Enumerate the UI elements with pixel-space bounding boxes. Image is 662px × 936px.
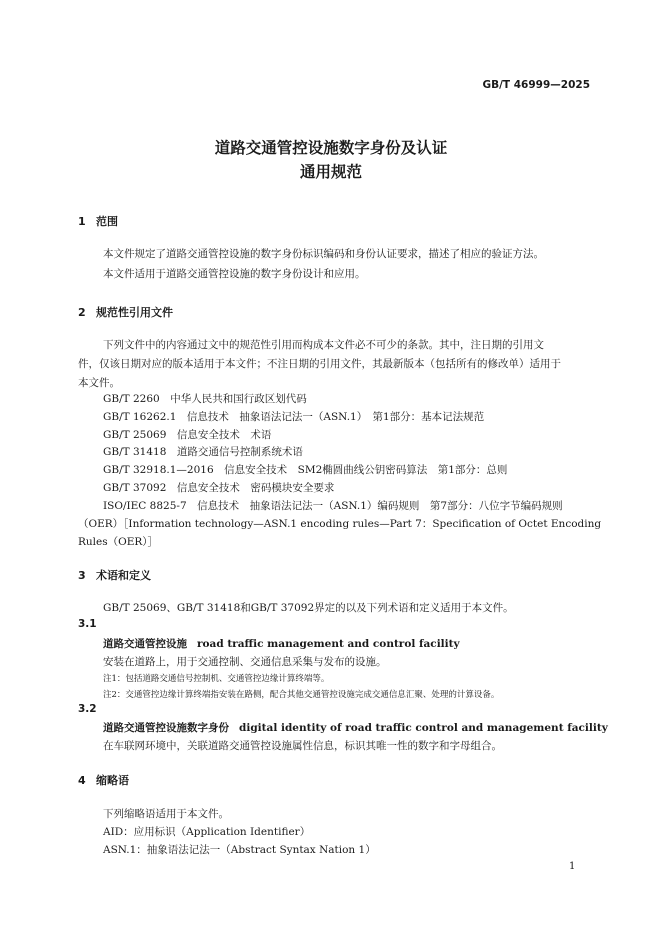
paragraph: 本文件规定了道路交通管控设施的数字身份标识编码和身份认证要求，描述了相应的验证方法。 <box>103 248 544 260</box>
section-2-heading <box>78 304 173 320</box>
abbreviation-item: AID：应用标识（Application Identifier） <box>103 826 311 838</box>
paragraph-line: 件，仅该日期对应的版本适用于本文件；不注日期的引用文件，其最新版本（包括所有的修改单）适用于 <box>78 358 561 370</box>
reference-item: GB/T 25069 信息安全技术 术语 <box>103 429 272 441</box>
reference-item: GB/T 37092 信息安全技术 密码模块安全要求 <box>103 482 335 494</box>
section-number: 3 <box>78 569 86 582</box>
paragraph: 本文件适用于道路交通管控设施的数字身份设计和应用。 <box>103 268 366 280</box>
reference-item: GB/T 16262.1 信息技术 抽象语法记法一（ASN.1） 第1部分：基本记法规范 <box>103 411 485 423</box>
paragraph-line: 下列文件中的内容通过文中的规范性引用而构成本文件必不可少的条款。其中，注日期的引用文 <box>103 339 544 351</box>
term-definition: 在车联网环境中，关联道路交通管控设施属性信息，标识其唯一性的数字和字母组合。 <box>103 740 502 752</box>
section-number: 4 <box>78 774 86 787</box>
section-title: 术语和定义 <box>96 569 151 582</box>
section-title: 规范性引用文件 <box>96 306 173 319</box>
reference-item: GB/T 2260 中华人民共和国行政区划代码 <box>103 393 307 405</box>
term-entry-number: 3.1 <box>78 618 97 630</box>
paragraph: GB/T 25069、GB/T 31418和GB/T 37092界定的以及下列术语和定义适用于本文件。 <box>103 602 514 614</box>
term-note: 注1：包括道路交通信号控制机、交通管控边缘计算终端等。 <box>103 674 330 684</box>
term-english: digital identity of road traffic control and management facility <box>239 722 608 734</box>
term-note: 注2：交通管控边缘计算终端指安装在路侧，配合其他交通管控设施完成交通信息汇聚、处理的计算设备。 <box>103 690 500 700</box>
section-number: 1 <box>78 215 86 228</box>
term-chinese: 道路交通管控设施 <box>103 638 187 650</box>
term <box>103 636 460 651</box>
page-number: 1 <box>569 861 576 872</box>
document-title-line1: 道路交通管控设施数字身份及认证 <box>214 139 448 157</box>
section-title: 范围 <box>96 215 118 228</box>
term-chinese: 道路交通管控设施数字身份 <box>103 722 229 734</box>
paragraph-line: 本文件。 <box>78 377 120 389</box>
section-1-heading <box>78 213 118 229</box>
reference-item-continued: Rules（OER）］ <box>78 536 159 548</box>
section-title: 缩略语 <box>96 774 129 787</box>
standard-code: GB/T 46999—2025 <box>482 79 590 91</box>
abbreviation-item: ASN.1：抽象语法记法一（Abstract Syntax Nation 1） <box>103 844 376 856</box>
reference-item-continued: （OER）［Information technology—ASN.1 encoding rules—Part 7：Specification of Octet Encoding <box>78 518 602 530</box>
document-title-line2: 通用规范 <box>299 163 362 181</box>
term <box>103 720 608 735</box>
section-4-heading <box>78 772 129 788</box>
paragraph: 下列缩略语适用于本文件。 <box>103 808 229 820</box>
reference-item: GB/T 31418 道路交通信号控制系统术语 <box>103 446 303 458</box>
term-entry-number: 3.2 <box>78 703 97 715</box>
reference-item: GB/T 32918.1—2016 信息安全技术 SM2椭圆曲线公钥密码算法 第1部分：总则 <box>103 464 508 476</box>
term-definition: 安装在道路上，用于交通控制、交通信息采集与发布的设施。 <box>103 656 387 668</box>
term-english: road traffic management and control facility <box>197 638 460 650</box>
section-3-heading <box>78 567 151 583</box>
reference-item: ISO/IEC 8825-7 信息技术 抽象语法记法一（ASN.1）编码规则 第7部分：八位字节编码规则 <box>103 500 563 512</box>
section-number: 2 <box>78 306 86 319</box>
